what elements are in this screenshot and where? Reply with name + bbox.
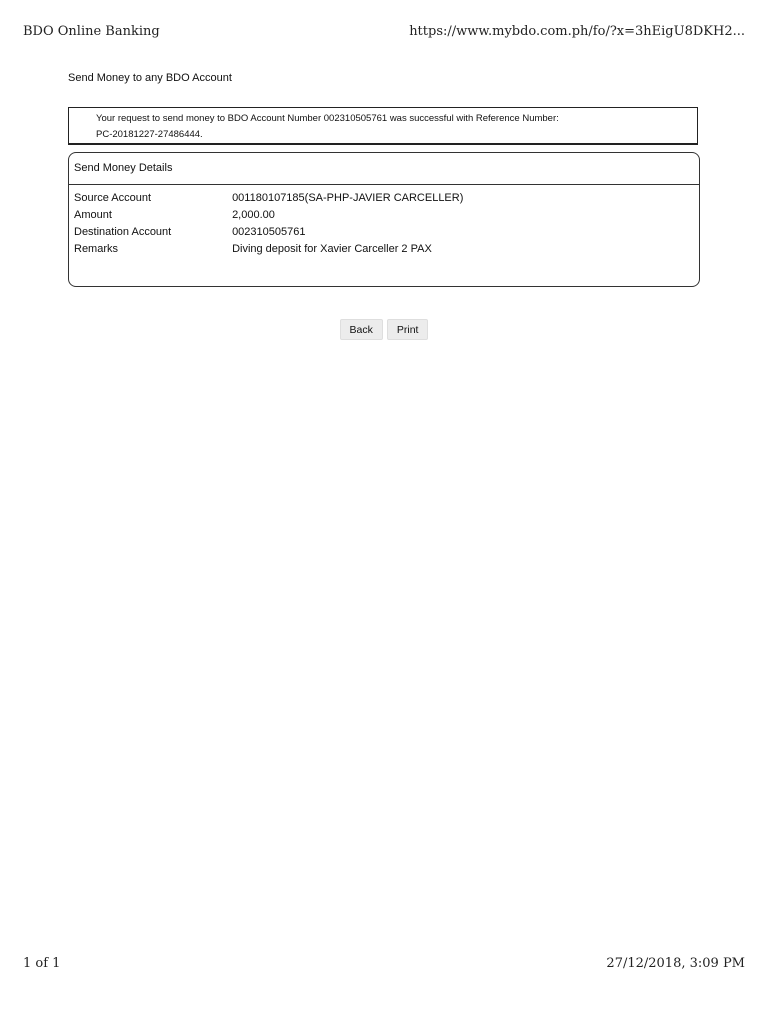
detail-value: 2,000.00	[232, 209, 275, 221]
back-button[interactable]: Back	[340, 319, 383, 340]
send-money-details-panel	[68, 152, 700, 287]
detail-label: Amount	[74, 209, 112, 221]
details-body	[69, 185, 699, 258]
success-message-line-1: Your request to send money to BDO Account Number 002310505761 was successful with Reference Number:	[96, 113, 559, 124]
print-footer-page: 1 of 1	[23, 956, 61, 971]
detail-row-remarks	[74, 241, 699, 258]
print-button[interactable]: Print	[387, 319, 429, 340]
detail-row-source-account	[74, 190, 699, 207]
page-title: Send Money to any BDO Account	[68, 72, 232, 84]
detail-row-amount	[74, 207, 699, 224]
print-footer-datetime: 27/12/2018, 3:09 PM	[606, 956, 745, 971]
detail-value: 002310505761	[232, 226, 306, 238]
print-header-title: BDO Online Banking	[23, 24, 160, 39]
detail-value: 001180107185(SA-PHP-JAVIER CARCELLER)	[232, 192, 464, 204]
print-header-url: https://www.mybdo.com.ph/fo/?x=3hEigU8DKH2...	[409, 24, 745, 39]
success-message-line-2: PC-20181227-27486444.	[96, 129, 203, 140]
detail-label: Destination Account	[74, 226, 172, 238]
detail-value: Diving deposit for Xavier Carceller 2 PAX	[232, 243, 432, 255]
details-heading: Send Money Details	[69, 153, 699, 185]
detail-row-destination-account	[74, 224, 699, 241]
detail-label: Source Account	[74, 192, 152, 204]
action-buttons	[0, 319, 768, 340]
success-message-box	[68, 107, 698, 145]
detail-label: Remarks	[74, 243, 119, 255]
